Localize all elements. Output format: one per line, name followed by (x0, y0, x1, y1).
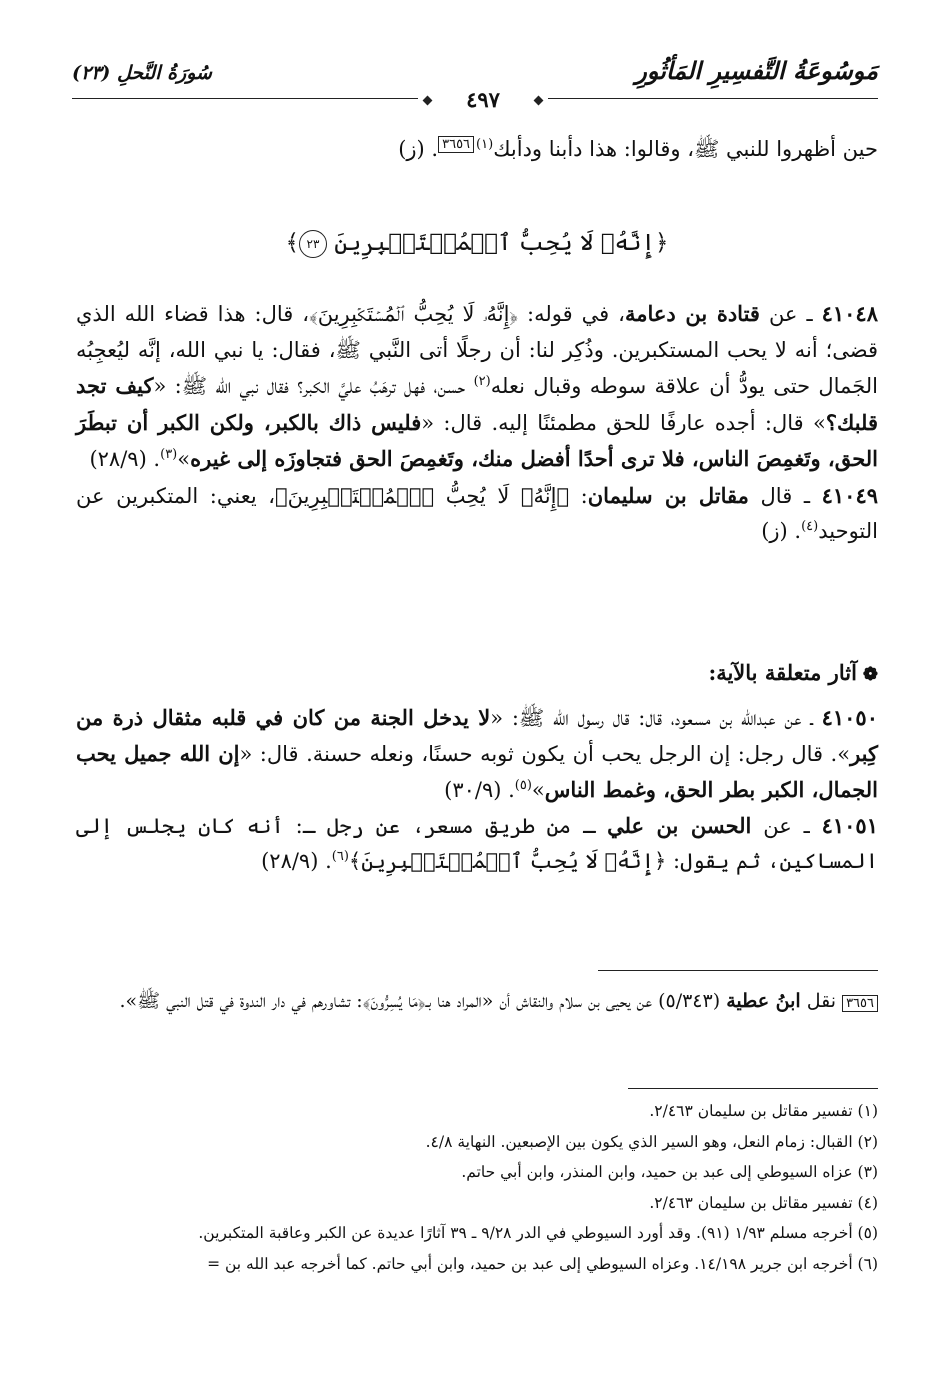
quran-verse (76, 226, 878, 260)
commentary-note (76, 984, 878, 1019)
entry-text: ، في قوله: ﴿إِنَّهُۥ لَا يُحِبُّ ٱلۡمُسۡتَكۡبِرِينَ﴾، قال: هذا قضاء الله الذي قضى؛ أنه لا يحب المستكبرين. وذُكِر لنا: أن رجلًا أتى النَّبي ﷺ، فقال: يا نبي الله، إنَّه ليُعجِبُه الجَمال حتى يودُّ أن علاقة سوطه وقبال نعله (76, 302, 878, 398)
entry-text: ـ قال (748, 483, 822, 508)
entry-text: حسن، فهل ترهَبُ عليَّ الكبر؟ فقال نبي الله ﷺ: « (153, 374, 474, 398)
footnote-4: (٤) تفسير مقاتل بن سليمان ٢/٤٦٣. (649, 1193, 878, 1212)
entry-text: . (٢٨/٩) (261, 849, 332, 873)
tafsir-entries (76, 296, 878, 550)
entry-text: . (٣٠/٩) (444, 778, 515, 802)
entry-text: . (ز) (761, 519, 802, 543)
footnote-ref[interactable]: (٢) (473, 374, 491, 389)
note-divider (598, 970, 878, 971)
narrator-name: الحسن بن علي (607, 813, 752, 838)
section-heading-text: آثار متعلقة بالآية: (708, 660, 857, 685)
entry-text: » (531, 778, 545, 802)
narrator-name: مقاتل بن سليمان (587, 482, 749, 508)
footnote-ref[interactable]: (٥) (514, 778, 532, 793)
entry-41048 (76, 296, 878, 478)
related-entries (76, 700, 878, 879)
entry-text: » (177, 447, 191, 471)
diamond-ornament-icon (423, 96, 433, 106)
entry-text: . (٢٨/٩) (89, 447, 161, 471)
footnote-divider (628, 1088, 878, 1089)
footnote-ref[interactable]: (٤) (801, 519, 819, 534)
intro-end: . (ز) (398, 137, 439, 161)
hadith-quote: إن الله جميل يحب الجمال، الكبر بطر الحق، وغمط الناس (76, 741, 878, 802)
note-author: ابنُ عطية (726, 990, 801, 1012)
footnote-1: (١) تفسير مقاتل بن سليمان ٢/٤٦٣. (649, 1102, 878, 1120)
entry-number: ٤١٠٥١ (821, 813, 878, 838)
intro-text: حين أظهروا للنبي ﷺ، وقالوا: هذا دأبنا ودأبك (493, 137, 878, 161)
hadith-quote: فليس ذاك بالكبر، ولكن الكبر أن تبطَرَ الحق، وتَغمِصَ الناس، فلا ترى أحدًا أفضل منك، وتَغمِصَ الحق فتجاوزَه إلى غيره (76, 409, 878, 471)
entry-text: ـ عن عبدالله بن مسعود، قال: قال رسول الله ﷺ: « (490, 706, 822, 730)
verse-close: ﴾ (285, 230, 299, 256)
diamond-ornament-icon (534, 96, 544, 106)
footnotes (66, 1096, 878, 1279)
note-text: (٥/٣٤٣) عن يحيى بن سلام والنقاش أن «المراد هنا بـ﴿مَا يُسِرُّونَ﴾: تشاورهم في دار الندوة في قتل النبي ﷺ». (119, 990, 727, 1012)
hadith-quote: كيف تجد قلبك؟ (76, 373, 879, 435)
entry-text: : ﴿إِنَّهُۥ لَا يُحِبُّ ٱلۡمُسۡتَكۡبِرِينَ﴾، يعني: المتكبرين عن التوحيد (76, 483, 878, 543)
entry-text: » قال: أجده عارفًا للحق مطمئنًا إليه. قال: « (421, 410, 826, 435)
hadith-quote: لا يدخل الجنة من كان في قلبه مثقال ذرة من كِبر (76, 705, 878, 766)
entry-number: ٤١٠٤٨ (821, 301, 878, 326)
entry-text: ـ عن (759, 302, 822, 326)
section-heading (76, 656, 878, 692)
ayah-number-icon: ٢٣ (299, 230, 327, 258)
flower-ornament-icon: ❁ (862, 664, 878, 685)
intro-paragraph (76, 132, 878, 167)
footnote-ref[interactable]: (١) (476, 137, 494, 152)
surah-label: سُورَةُ النَّحلِ (٢٣) (72, 62, 212, 84)
narrator-name: قتادة بن دعامة (624, 301, 760, 326)
entry-text: ». قال رجل: إن الرجل يحب أن يكون ثوبه حسنًا، ونعله حسنة. قال: « (239, 742, 851, 766)
note-text: نقل (800, 990, 843, 1012)
verse-text: ﴿إِنَّهُۥ لَا يُحِبُّ ٱلۡمُسۡتَكۡبِرِينَ (334, 230, 669, 256)
footnote-2: (٢) القبال: زمام النعل، وهو السير الذي يكون بين الإصبعين. النهاية ٤/٨. (425, 1132, 878, 1151)
page-number: ٤٩٧ (466, 87, 500, 112)
entry-number: ٤١٠٤٩ (821, 482, 879, 508)
note-ref-box[interactable]: ٣٦٥٦ (438, 136, 474, 153)
entry-text: ـ عن (751, 814, 822, 838)
entry-text: ـ من طريق مسعر، عن رجل ـ: أنه كان يجلس إلى المساكين، ثم يقول: ﴿إِنَّهُۥ لَا يُحِبُّ ٱلۡمُسۡتَكۡبِرِينَ﴾ (76, 814, 878, 873)
page-number-box (418, 88, 548, 112)
book-title: مَوسُوعَةُ التَّفسِيرِ المَأثُورِ (635, 56, 878, 85)
entry-41049 (76, 478, 878, 550)
note-number-box: ٣٦٥٦ (842, 995, 878, 1012)
entry-41051 (76, 808, 878, 879)
footnote-ref[interactable]: (٣) (160, 447, 178, 462)
entry-number: ٤١٠٥٠ (821, 705, 878, 730)
footnote-3: (٣) عزاه السيوطي إلى عبد بن حميد، وابن المنذر، وابن أبي حاتم. (461, 1163, 878, 1181)
footnote-6: (٦) أخرجه ابن جرير ١٤/١٩٨. وعزاه السيوطي إلى عبد بن حميد، وابن أبي حاتم. كما أخرجه عبد الله بن = (207, 1254, 878, 1273)
footnote-5: (٥) أخرجه مسلم ١/٩٣ (٩١). وقد أورد السيوطي في الدر ٩/٢٨ ـ ٣٩ آثارًا عديدة عن الكبر وعاقبة المتكبرين. (198, 1224, 878, 1242)
entry-41050 (76, 700, 878, 808)
footnote-ref[interactable]: (٦) (331, 849, 349, 864)
